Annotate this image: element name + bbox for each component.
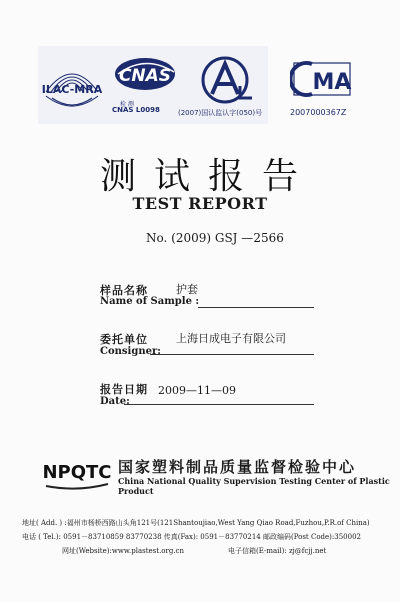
org-name-en: China National Quality Supervision Testing Center of Plastic Product <box>118 476 390 496</box>
consigner-underline <box>150 354 314 355</box>
accreditation-number: (2007)国认监认字(050)号 <box>178 109 263 117</box>
consigner-label-cn: 委托单位 <box>100 333 148 346</box>
npqtc-logo-icon <box>40 452 114 492</box>
footer-email: 电子信箱(E-mail): zj@fcjj.net <box>228 547 327 555</box>
sample-label-cn: 样品名称 <box>100 284 148 297</box>
consigner-value: 上海日成电子有限公司 <box>176 332 286 345</box>
consigner-label-en: Consigner: <box>100 346 161 357</box>
report-no-num: 2566 <box>253 231 284 245</box>
date-underline <box>124 404 314 405</box>
footer-phone: 电话 ( Tel.): 0591－83710859 83770238 传真(Fax): 0591－83770214 邮政编码(Post Code):350002 <box>22 533 361 541</box>
title-chinese: 测试报告 <box>99 156 316 197</box>
date-value: 2009—11—09 <box>158 384 236 397</box>
date-label-cn: 报告日期 <box>100 383 148 396</box>
title-english: TEST REPORT <box>132 194 268 213</box>
cnas-text: CNAS <box>118 66 172 86</box>
cma-number: 2007000367Z <box>290 108 347 117</box>
report-no-suffix: ) GSJ — <box>206 231 254 245</box>
cnas-cn-label: 检 测 <box>120 101 134 108</box>
ilac-text: ILAC-MRA <box>42 83 102 96</box>
footer-website: 网址(Website):www.plastest.org.cn <box>62 547 184 555</box>
sample-label-en: Name of Sample : <box>100 296 200 307</box>
ilac-mra-icon <box>42 52 102 120</box>
sample-value: 护套 <box>176 283 198 296</box>
footer-address: 地址( Add. ) :福州市杨桥西路山头角121号(121Shantoujiao,West Yang Qiao Road,Fuzhou,P.R.of China) <box>22 519 370 527</box>
report-no-year: 2009 <box>175 231 207 245</box>
report-number <box>146 231 284 245</box>
sample-underline <box>198 307 314 308</box>
npqtc-text: NPQTC <box>42 462 112 483</box>
org-name-cn: 国家塑料制品质量监督检验中心 <box>118 458 357 476</box>
cma-icon <box>290 60 354 98</box>
cma-text: MA <box>312 70 352 95</box>
date-label-en: Date: <box>100 396 130 407</box>
cnas-code: CNAS L0098 <box>112 106 160 114</box>
report-no-prefix: No. ( <box>146 231 176 245</box>
